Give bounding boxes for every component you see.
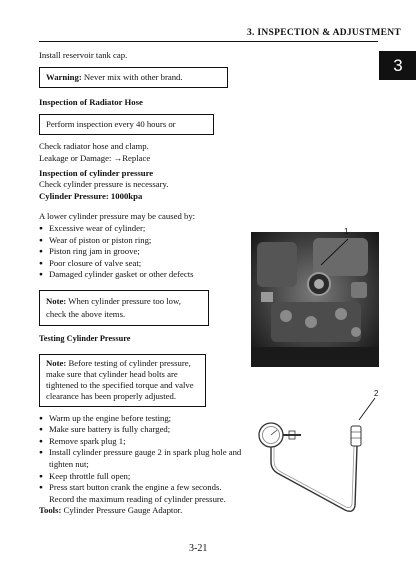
header-rule — [39, 41, 378, 42]
testing-heading: Testing Cylinder Pressure — [39, 333, 131, 343]
cylinder-pressure: Cylinder Pressure: 1000kpa — [39, 190, 143, 201]
list-item: ● Make sure battery is fully charged; — [39, 424, 244, 436]
tools-text: Cylinder Pressure Gauge Adaptor. — [61, 505, 183, 516]
note-text: Before testing of cylinder pressure, make sure that cylinder head bolts are tightened to the specified torque and valve clearance has been properly adjusted. — [46, 357, 194, 402]
warning-text: Never mix with other brand. — [81, 71, 183, 82]
list-item: ● Poor closure of valve seat; — [39, 258, 244, 270]
list-item: ● Remove spark plug 1; — [39, 436, 244, 448]
note-box-2 — [39, 354, 206, 407]
causes-list — [39, 223, 244, 281]
note-label: Note: — [46, 295, 67, 306]
steps-list — [39, 413, 244, 506]
radiator-line-1: Check radiator hose and clamp. — [39, 141, 149, 152]
radiator-box: Perform inspection every 40 hours or — [39, 114, 214, 136]
reservoir-text: Install reservoir tank cap. — [39, 50, 128, 60]
radiator-line-2: Leakage or Damage: →Replace — [39, 152, 151, 163]
callout-lines — [253, 225, 383, 365]
list-item: ● Wear of piston or piston ring; — [39, 235, 244, 247]
list-item: ● Excessive wear of cylinder; — [39, 223, 244, 235]
list-item: ● Press start button crank the engine a few seconds. Record the maximum reading of cylinder pressure. — [39, 482, 244, 505]
text-column — [39, 50, 244, 517]
callout-2: 2 — [374, 389, 379, 398]
list-item: ● Warm up the engine before testing; — [39, 413, 244, 425]
tools-line — [39, 505, 244, 517]
radiator-heading: Inspection of Radiator Hose — [39, 97, 143, 108]
callout-1: 1 — [344, 227, 349, 236]
tools-label: Tools: — [39, 505, 62, 516]
cylinder-heading: Inspection of cylinder pressure — [39, 167, 154, 178]
list-item: ● Damaged cylinder gasket or other defects — [39, 269, 244, 281]
warning-label: Warning: — [46, 71, 82, 82]
note-box-1 — [39, 290, 209, 326]
list-item: ● Install cylinder pressure gauge 2 in spark plug hole and tighten nut; — [39, 447, 244, 470]
warning-box — [39, 67, 228, 89]
chapter-tab: 3 — [379, 51, 416, 80]
page-number: 3-21 — [189, 543, 208, 554]
list-item: ● Piston ring jam in groove; — [39, 246, 244, 258]
section-title: 3. INSPECTION & ADJUSTMENT — [247, 28, 402, 38]
cylinder-line-1: Check cylinder pressure is necessary. — [39, 179, 169, 190]
note-label: Note: — [46, 357, 67, 368]
causes-intro: A lower cylinder pressure may be caused by: — [39, 211, 196, 222]
pressure-gauge-drawing — [253, 390, 383, 530]
list-item: ● Keep throttle full open; — [39, 471, 244, 483]
note-text: When cylinder pressure too low, check the above items. — [46, 295, 181, 319]
